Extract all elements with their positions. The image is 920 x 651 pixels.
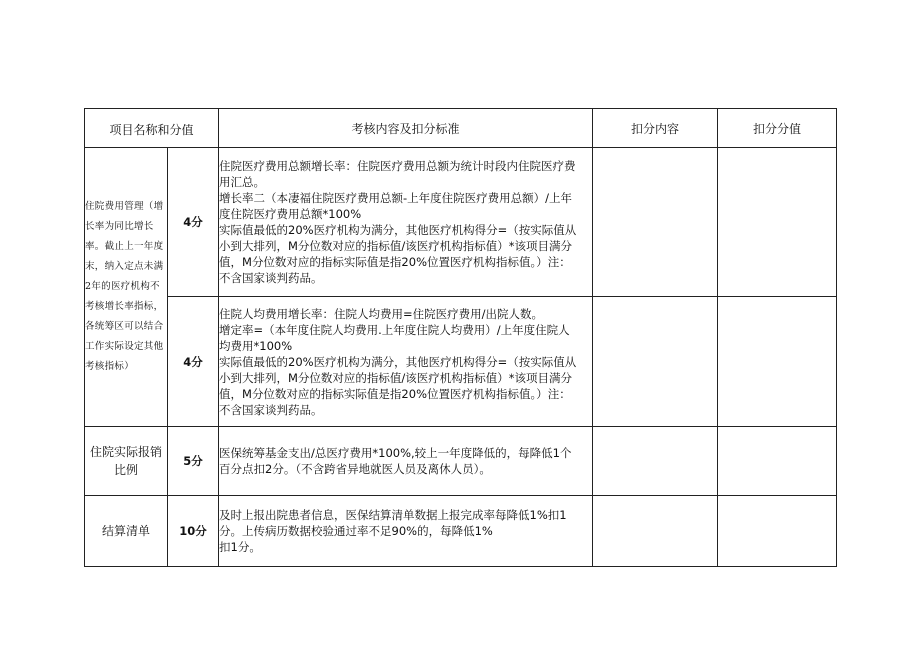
table-row [85, 148, 837, 297]
deduct-content-cell[interactable] [593, 427, 718, 496]
row-score: 4分 [168, 148, 219, 297]
row-score: 5分 [168, 427, 219, 496]
table-row [85, 427, 837, 496]
content-line: 小到大排列，M分位数对应的指标值/该医疗机构指标值）*该项目满分 [219, 239, 573, 253]
deduct-score-cell[interactable] [718, 148, 837, 297]
content-line: 实际值最低的20%医疗机构为满分，其他医疗机构得分=（按实际值从 [219, 354, 577, 369]
table-row [85, 297, 837, 427]
header-deduct-score: 扣分分值 [718, 109, 837, 148]
content-line: 住院医疗费用总额增长率：住院医疗费用总额为统计时段内住院医疗费 [219, 159, 576, 173]
content-line: 扣1分。 [219, 540, 261, 554]
table-row [85, 496, 837, 567]
content-line: 及时上报出院患者信息，医保结算清单数据上报完成率每降低1%扣1 [219, 508, 567, 522]
header-content: 考核内容及扣分标准 [219, 109, 593, 148]
deduct-content-cell[interactable] [593, 297, 718, 427]
content-line: 分。上传病历数据校验通过率不足90%的，每降低1% [219, 524, 493, 538]
content-line: 医保统筹基金支出/总医疗费用*100%,较上一年度降低的，每降低1个 [219, 446, 572, 460]
content-line: 不含国家谈判药品。 [219, 271, 323, 285]
content-line: 用汇总。 [219, 175, 266, 189]
content-line: 百分点扣2分。（不含跨省异地就医人员及离休人员）。 [219, 462, 491, 476]
deduct-content-cell[interactable] [593, 496, 718, 567]
row-name-hospital-cost: 住院费用管理（增长率为同比增长率。截止上一年度末，纳入定点未满2年的医疗机构不考核增长率指标，各统筹区可以结合工作实际设定其他考核指标） [85, 148, 168, 427]
header-name-score: 项目名称和分值 [85, 109, 219, 148]
row-name-settlement-list: 结算清单 [85, 496, 168, 567]
content-line: 均费用*100% [219, 338, 293, 353]
assessment-table [84, 108, 837, 567]
content-line: 住院人均费用增长率：住院人均费用=住院医疗费用/出院人数。 [219, 306, 544, 321]
content-line: 不含国家谈判药品。 [219, 402, 323, 417]
row-score: 10分 [168, 496, 219, 567]
content-line: 度住院医疗费用总额*100% [219, 207, 362, 221]
row-content [219, 148, 593, 297]
row-content [219, 297, 593, 427]
row-content [219, 427, 593, 496]
deduct-score-cell[interactable] [718, 427, 837, 496]
deduct-score-cell[interactable] [718, 496, 837, 567]
content-line: 值，M分位数对应的指标实际值是指20%位置医疗机构指标值。）注： [219, 386, 571, 401]
header-row [85, 109, 837, 148]
deduct-score-cell[interactable] [718, 297, 837, 427]
header-deduct-content: 扣分内容 [593, 109, 718, 148]
row-content [219, 496, 593, 567]
content-line: 实际值最低的20%医疗机构为满分，其他医疗机构得分=（按实际值从 [219, 223, 577, 237]
deduct-content-cell[interactable] [593, 148, 718, 297]
content-line: 值，M分位数对应的指标实际值是指20%位置医疗机构指标值。）注： [219, 255, 571, 269]
content-line: 小到大排列，M分位数对应的指标值/该医疗机构指标值）*该项目满分 [219, 370, 573, 385]
row-score: 4分 [168, 297, 219, 427]
row-name-reimbursement-ratio: 住院实际报销比例 [85, 427, 168, 496]
content-line: 增定率=（本年度住院人均费用.上年度住院人均费用）/上年度住院人 [219, 322, 570, 337]
content-line: 增长率二（本凄福住院医疗费用总额-上年度住院医疗费用总额）/上年 [219, 191, 573, 205]
